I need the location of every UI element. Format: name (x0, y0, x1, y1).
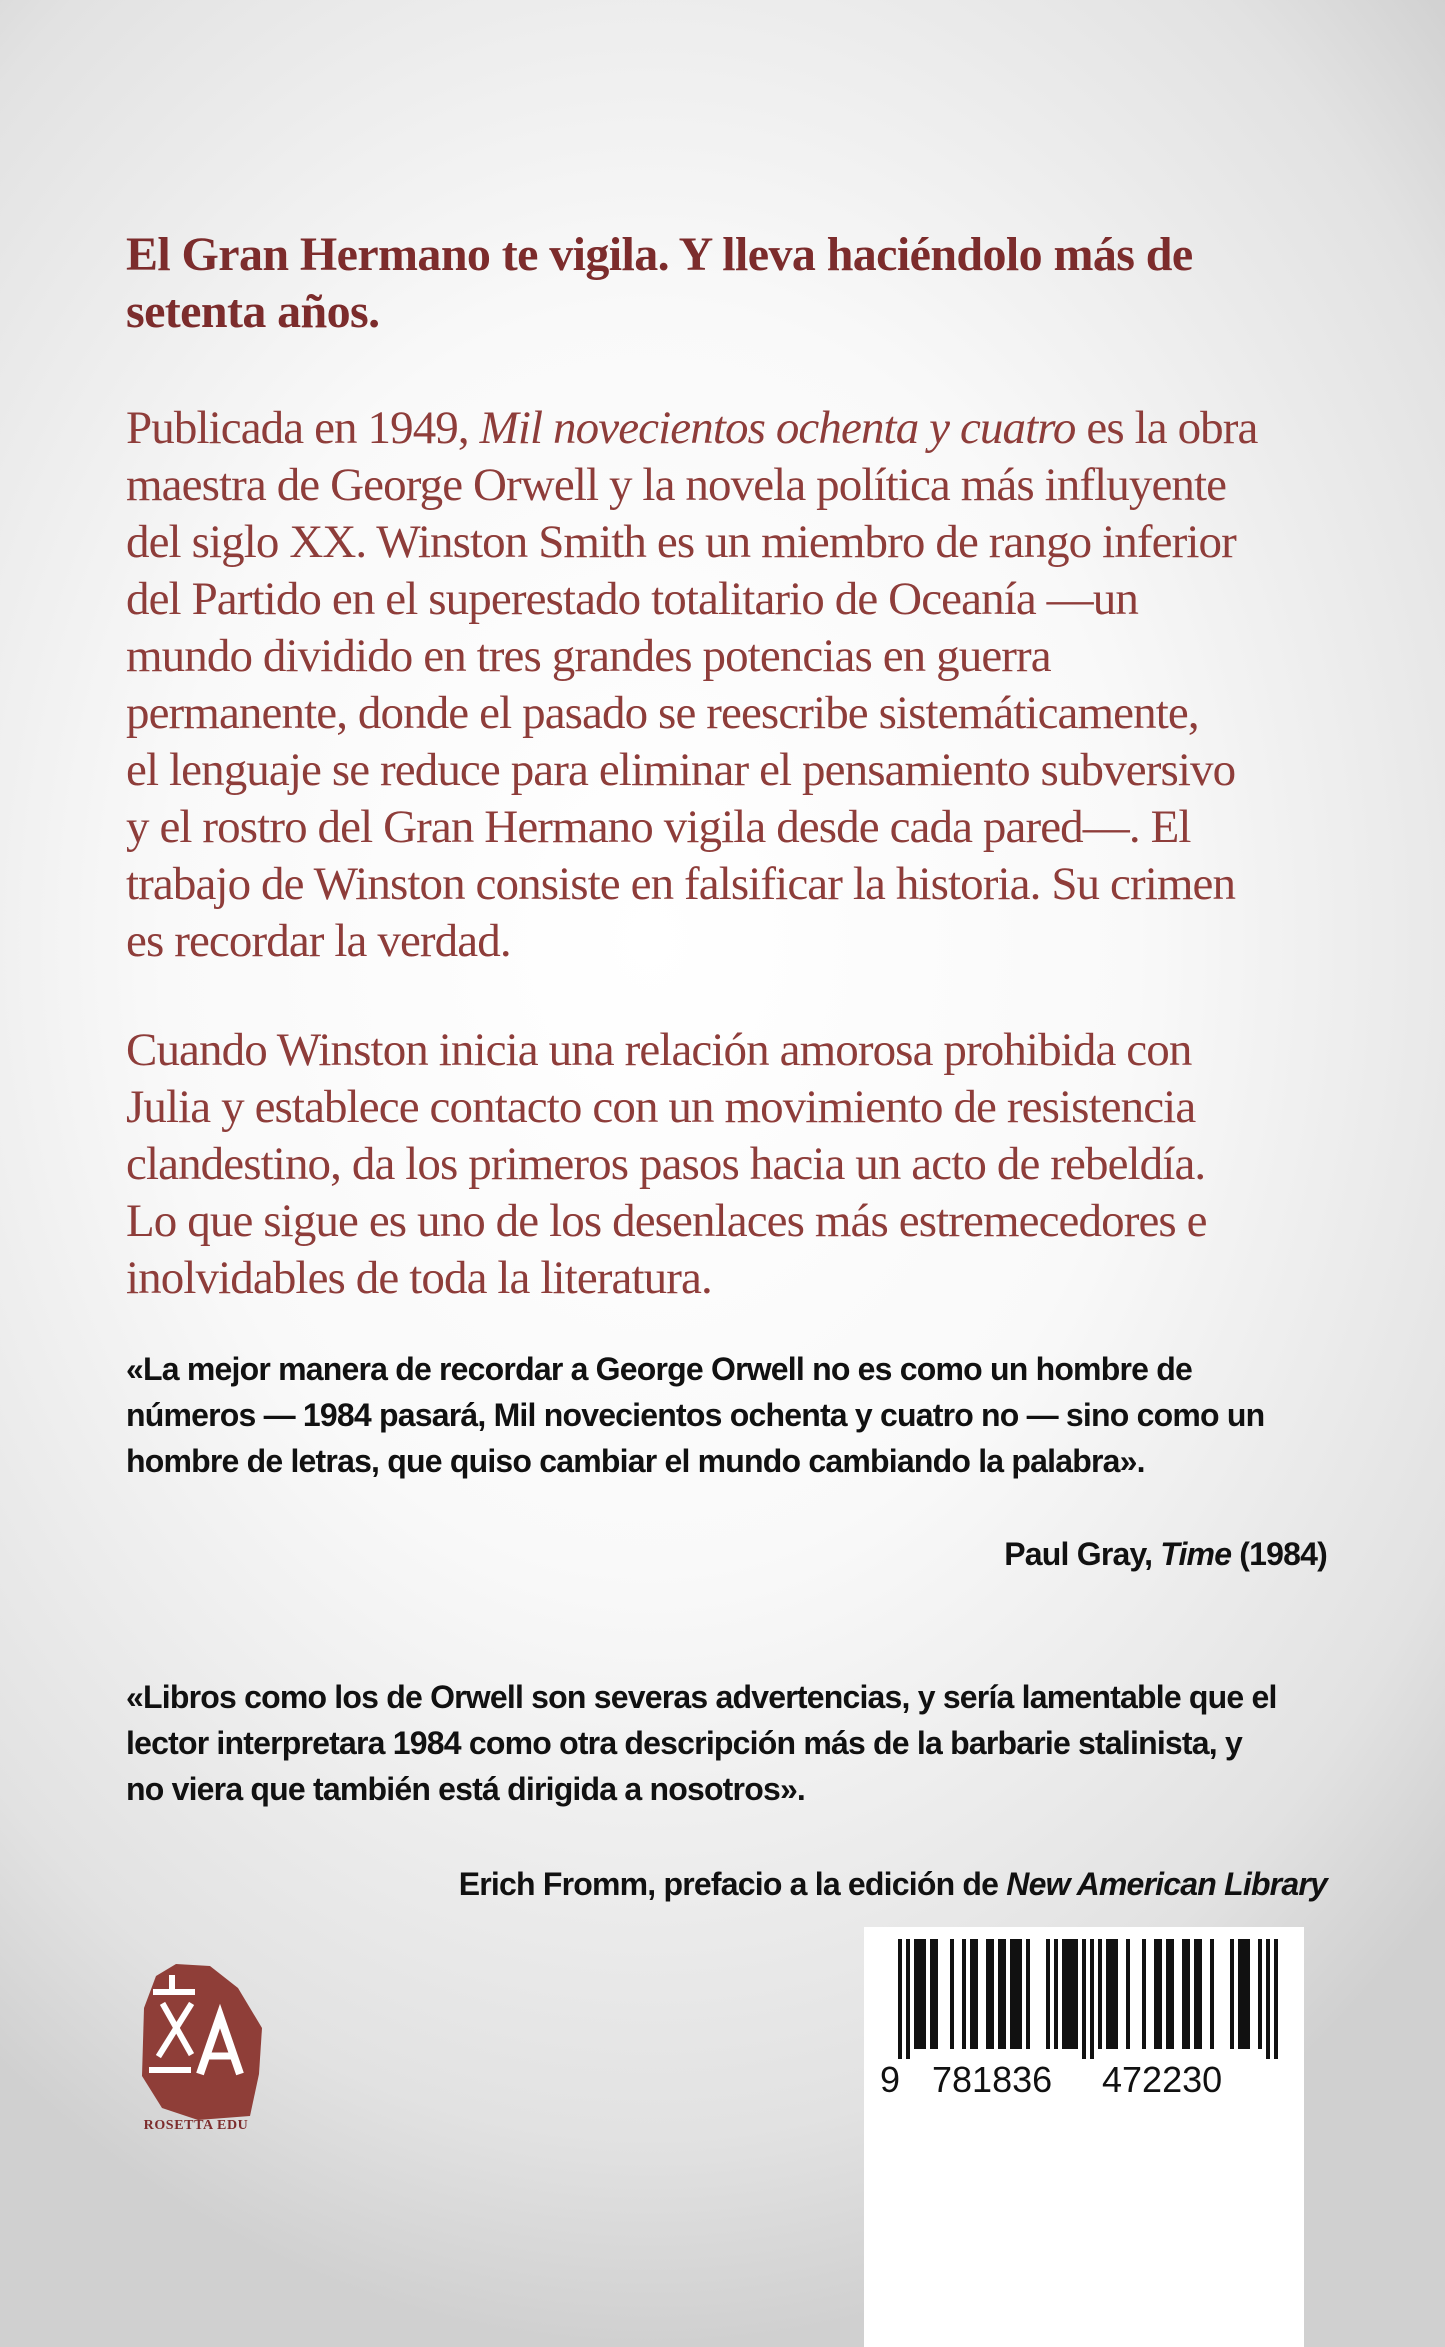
paragraph-line: es recordar la verdad. (126, 915, 511, 967)
barcode-bars-icon (884, 1939, 1284, 2059)
barcode-bar (990, 1939, 994, 2049)
paragraph-lead: Publicada en 1949, (126, 402, 480, 454)
barcode-bar (914, 1939, 918, 2049)
barcode-bar (1002, 1939, 1006, 2049)
barcode-bar (930, 1939, 934, 2049)
review-quote-1 (126, 1346, 1346, 1484)
paragraph-line: Julia y establece contacto con un movimiento de resistencia (126, 1081, 1196, 1133)
synopsis-paragraph-1 (126, 400, 1336, 970)
barcode-bar (1126, 1939, 1130, 2049)
barcode-bar (906, 1939, 910, 2059)
paragraph-line: maestra de George Orwell y la novela política más influyente (126, 459, 1227, 511)
barcode-bar (1158, 1939, 1162, 2049)
quote-1-attribution (1004, 1534, 1327, 1574)
quote-line: números — 1984 pasará, Mil novecientos ochenta y cuatro no — sino como un (126, 1397, 1265, 1433)
barcode-bar (922, 1939, 926, 2049)
barcode-bar (1266, 1939, 1270, 2059)
barcode-bar (1110, 1939, 1114, 2049)
barcode-left-group: 781836 (932, 2059, 1053, 2100)
barcode-lead-digit: 9 (880, 2059, 901, 2100)
barcode-bar (1186, 1939, 1190, 2049)
barcode-bar (1154, 1939, 1158, 2049)
paragraph-line: del Partido en el superestado totalitario de Oceanía —un (126, 573, 1138, 625)
barcode-bar (1054, 1939, 1058, 2049)
paragraph-line: clandestino, da los primeros pasos hacia un acto de rebeldía. (126, 1138, 1206, 1190)
barcode-bar (1098, 1939, 1102, 2049)
headline-line: setenta años. (126, 285, 380, 338)
barcode-bar (1242, 1939, 1246, 2049)
quote-line: no viera que también está dirigida a nosotros». (126, 1771, 806, 1807)
book-title-italic: Mil novecientos ochenta y cuatro (479, 402, 1076, 454)
barcode-bar (1246, 1939, 1250, 2049)
attribution-source: New American Library (1006, 1866, 1327, 1902)
barcode-bar (1046, 1939, 1050, 2049)
barcode-bar (1238, 1939, 1242, 2049)
attribution-source: Time (1160, 1536, 1232, 1572)
paragraph-line: y el rostro del Gran Hermano vigila desde cada pared—. El (126, 801, 1191, 853)
barcode-bar (1198, 1939, 1202, 2049)
attribution-author: Paul Gray, (1004, 1536, 1161, 1572)
barcode-bar (1166, 1939, 1170, 2049)
quote-line: «La mejor manera de recordar a George Orwell no es como un hombre de (126, 1351, 1192, 1387)
barcode-bar (970, 1939, 974, 2049)
barcode-bar (1182, 1939, 1186, 2049)
barcode-bar (950, 1939, 954, 2049)
paragraph-line: trabajo de Winston consiste en falsificar la historia. Su crimen (126, 858, 1236, 910)
barcode-bar (1274, 1939, 1278, 2059)
attribution-year: (1984) (1231, 1536, 1327, 1572)
barcode-digits (880, 2059, 1290, 2099)
quote-line: hombre de letras, que quiso cambiar el mundo cambiando la palabra». (126, 1443, 1145, 1479)
barcode-bar (1210, 1939, 1214, 2049)
barcode-bar (918, 1939, 922, 2049)
synopsis-paragraph-2 (126, 1022, 1336, 1307)
barcode-bar (998, 1939, 1002, 2049)
quote-line: lector interpretara 1984 como otra descripción más de la barbarie stalinista, y (126, 1725, 1242, 1761)
quote-2-attribution (459, 1864, 1327, 1904)
barcode-bar (1258, 1939, 1262, 2049)
barcode-bar (1090, 1939, 1094, 2059)
paragraph-line: Cuando Winston inicia una relación amorosa prohibida con (126, 1024, 1192, 1076)
barcode-bar (1026, 1939, 1030, 2049)
publisher-name: ROSETTA EDU (143, 2118, 249, 2133)
paragraph-line: del siglo XX. Winston Smith es un miembro de rango inferior (126, 516, 1236, 568)
barcode-bar (1106, 1939, 1110, 2049)
barcode-bar (1074, 1939, 1078, 2049)
barcode-bar (1114, 1939, 1118, 2049)
attribution-author: Erich Fromm, prefacio a la edición de (458, 1866, 1007, 1902)
barcode-bar (898, 1939, 902, 2059)
review-quote-2 (126, 1674, 1346, 1812)
barcode-bar (934, 1939, 938, 2049)
barcode-bar (1066, 1939, 1070, 2049)
barcode-bar (1142, 1939, 1146, 2049)
paragraph-line: inolvidables de toda la literatura. (126, 1252, 712, 1304)
barcode-right-group: 472230 (1102, 2059, 1223, 2100)
barcode-bar (1014, 1939, 1018, 2049)
paragraph-line-rest: es la obra (1075, 402, 1258, 454)
barcode-bar (1018, 1939, 1022, 2049)
paragraph-line: el lenguaje se reduce para eliminar el pensamiento subversivo (126, 744, 1236, 796)
barcode-bar (1010, 1939, 1014, 2049)
barcode-bar (962, 1939, 966, 2049)
barcode-bar (1070, 1939, 1074, 2049)
barcode-bar (1230, 1939, 1234, 2049)
paragraph-line: permanente, donde el pasado se reescribe sistemáticamente, (126, 687, 1199, 739)
headline (126, 226, 1336, 340)
barcode-bar (974, 1939, 978, 2049)
paragraph-line: Lo que sigue es uno de los desenlaces más estremecedores e (126, 1195, 1207, 1247)
barcode-bar (1170, 1939, 1174, 2049)
barcode-bar (1062, 1939, 1066, 2049)
barcode-bar (1082, 1939, 1086, 2059)
isbn-barcode (864, 1927, 1304, 2347)
barcode-bar (1194, 1939, 1198, 2049)
publisher-logo-icon (138, 1958, 264, 2136)
quote-line: «Libros como los de Orwell son severas advertencias, y sería lamentable que el (126, 1679, 1277, 1715)
headline-line: El Gran Hermano te vigila. Y lleva haciéndolo más de (126, 228, 1193, 281)
paragraph-line: mundo dividido en tres grandes potencias en guerra (126, 630, 1051, 682)
barcode-bar (986, 1939, 990, 2049)
